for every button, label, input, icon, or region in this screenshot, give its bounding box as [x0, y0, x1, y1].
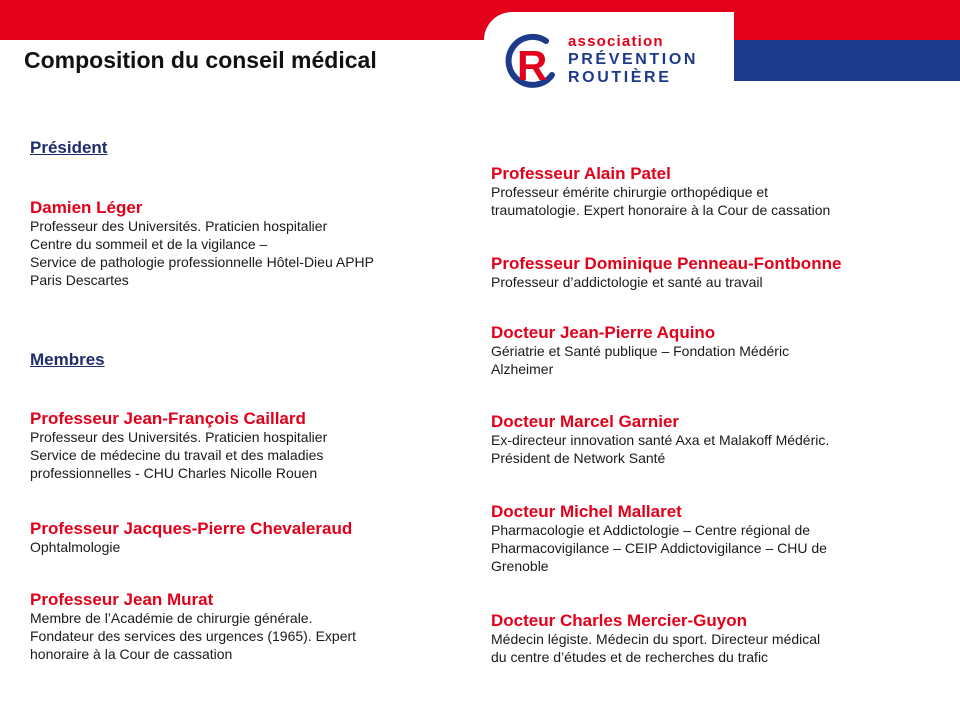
person-name: Docteur Marcel Garnier: [491, 412, 680, 431]
person-desc-line: Pharmacologie et Addictologie – Centre régional de: [491, 522, 811, 538]
person-desc-line: Ex-directeur innovation santé Axa et Malakoff Médéric.: [491, 432, 830, 448]
person-name: Professeur Dominique Penneau-Fontbonne: [491, 254, 842, 273]
person-desc-line: Ophtalmologie: [30, 539, 121, 555]
president-heading: Président: [30, 138, 108, 157]
person-desc-line: Professeur émérite chirurgie orthopédique et: [491, 184, 769, 200]
person-desc-line: Président de Network Santé: [491, 450, 666, 466]
person-desc-line: Professeur d’addictologie et santé au travail: [491, 274, 763, 290]
top-navy-band: [720, 40, 960, 81]
logo-text-association: association: [568, 33, 664, 50]
person-name: Damien Léger: [30, 198, 143, 217]
person-desc-line: Service de médecine du travail et des maladies: [30, 447, 324, 463]
member-entry: [491, 411, 941, 468]
logo-text-routiere: ROUTIÈRE: [568, 69, 672, 86]
person-desc-line: Médecin légiste. Médecin du sport. Directeur médical: [491, 631, 821, 647]
person-desc-line: Fondateur des services des urgences (1965). Expert: [30, 628, 357, 644]
member-entry: [491, 253, 941, 292]
top-red-band: [0, 0, 960, 40]
member-entry: [30, 589, 470, 664]
logo-mark-letter: R: [517, 42, 548, 89]
person-desc-line: traumatologie. Expert honoraire à la Cour de cassation: [491, 202, 831, 218]
person-name: Professeur Jean-François Caillard: [30, 409, 306, 428]
member-entry: [30, 408, 470, 483]
page-title: Composition du conseil médical: [24, 47, 377, 73]
person-desc-line: Alzheimer: [491, 361, 554, 377]
person-desc-line: honoraire à la Cour de cassation: [30, 646, 233, 662]
person-desc-line: Grenoble: [491, 558, 549, 574]
person-desc-line: Pharmacovigilance – CEIP Addictovigilance – CHU de: [491, 540, 827, 556]
person-name: Professeur Alain Patel: [491, 164, 671, 183]
person-desc-line: Centre du sommeil et de la vigilance –: [30, 236, 268, 252]
member-entry: [491, 610, 941, 667]
person-desc-line: du centre d’études et de recherches du trafic: [491, 649, 769, 665]
member-entry: [491, 501, 941, 576]
person-name: Professeur Jacques-Pierre Chevaleraud: [30, 519, 353, 538]
person-name: Docteur Charles Mercier-Guyon: [491, 611, 748, 630]
person-desc-line: Professeur des Universités. Praticien hospitalier: [30, 218, 328, 234]
member-entry: [491, 163, 941, 220]
member-entry: [30, 518, 470, 557]
person-desc-line: Paris Descartes: [30, 272, 129, 288]
person-desc-line: Service de pathologie professionnelle Hôtel-Dieu APHP: [30, 254, 374, 270]
person-desc-line: Professeur des Universités. Praticien hospitalier: [30, 429, 328, 445]
president-entry: [30, 197, 470, 290]
person-desc-line: Gériatrie et Santé publique – Fondation Médéric: [491, 343, 790, 359]
person-desc-line: professionnelles - CHU Charles Nicolle Rouen: [30, 465, 318, 481]
person-desc-line: Membre de l’Académie de chirurgie générale.: [30, 610, 313, 626]
person-name: Docteur Michel Mallaret: [491, 502, 682, 521]
member-entry: [491, 322, 941, 379]
person-name: Docteur Jean-Pierre Aquino: [491, 323, 716, 342]
logo-text-prevention: PRÉVENTION: [568, 51, 699, 68]
logo-r-mark-icon: [502, 33, 562, 91]
person-name: Professeur Jean Murat: [30, 590, 214, 609]
members-heading: Membres: [30, 350, 105, 369]
